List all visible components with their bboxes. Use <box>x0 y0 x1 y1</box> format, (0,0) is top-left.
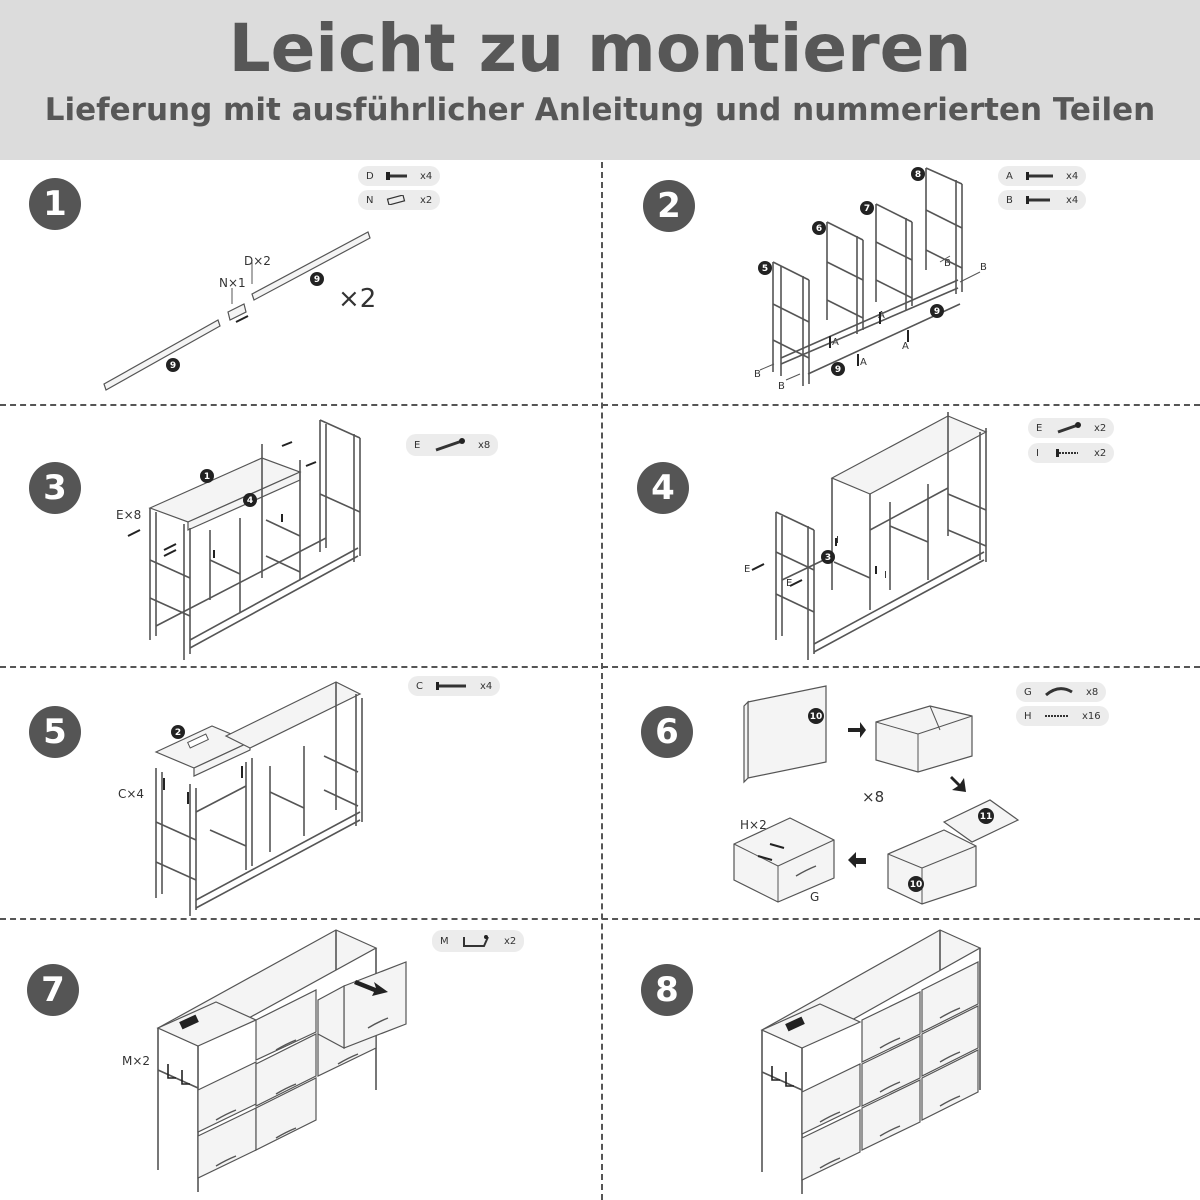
part-letter: B <box>1006 194 1013 206</box>
part-number: 9 <box>169 361 177 371</box>
part-letter: N <box>366 194 374 206</box>
part-qty: x2 <box>1094 447 1107 459</box>
label-step2-a1: A <box>878 310 885 321</box>
label-step6-g: G <box>810 890 820 904</box>
part-number-badge <box>243 493 257 507</box>
part-number-badge <box>978 808 994 824</box>
step-6-badge: 6 <box>641 706 693 758</box>
part-number-badge <box>812 221 826 235</box>
part-qty: x2 <box>504 935 517 947</box>
part-letter: G <box>1024 686 1032 698</box>
part-number-badge <box>860 201 874 215</box>
part-letter: A <box>1006 170 1013 182</box>
label-step4-i1: I <box>836 535 839 546</box>
part-number-badge <box>171 725 185 739</box>
part-qty: x4 <box>420 170 433 182</box>
label-step4-e1: E <box>744 564 751 575</box>
label-step7-m: M×2 <box>122 1054 151 1068</box>
part-letter: H <box>1024 710 1032 722</box>
part-number-badge <box>200 469 214 483</box>
label-step3-e: E×8 <box>116 508 142 522</box>
step2-frame-illustration <box>760 168 980 386</box>
part-number-badge <box>310 272 324 286</box>
step4-frame-illustration <box>752 412 986 660</box>
label-step1-d: D×2 <box>244 254 271 268</box>
part-number: 5 <box>761 264 769 274</box>
page-title: Leicht zu montieren <box>228 10 972 87</box>
part-letter: C <box>416 680 423 692</box>
part-number: 3 <box>824 553 832 563</box>
label-step2-b4: B <box>778 381 785 392</box>
label-step6-h: H×2 <box>740 818 767 832</box>
part-qty: x8 <box>478 439 491 451</box>
step-5-badge: 5 <box>29 706 81 758</box>
part-letter: I <box>1036 447 1039 459</box>
part-number: 8 <box>914 170 922 180</box>
step-7-badge: 7 <box>27 964 79 1016</box>
part-number: 9 <box>313 275 321 285</box>
part-number-badge <box>908 876 924 892</box>
label-step2-a4: A <box>860 357 867 368</box>
part-qty: x4 <box>1066 194 1079 206</box>
part-letter: E <box>1036 422 1043 434</box>
part-number: 6 <box>815 224 823 234</box>
part-qty: x4 <box>480 680 493 692</box>
part-number: 9 <box>933 307 941 317</box>
part-letter: E <box>414 439 421 451</box>
step-2-badge: 2 <box>643 180 695 232</box>
step8-dresser-illustration <box>762 930 980 1194</box>
part-number-badge <box>911 167 925 181</box>
part-qty: x2 <box>1094 422 1107 434</box>
step3-frame-illustration <box>128 420 360 660</box>
part-letter: M <box>440 935 449 947</box>
step6-drawer-illustration <box>734 686 1018 904</box>
part-number: 4 <box>246 496 254 506</box>
label-step2-b1: B <box>944 258 951 269</box>
part-number: 10 <box>809 712 823 722</box>
label-step2-a2: A <box>902 341 909 352</box>
part-number: 10 <box>909 880 923 890</box>
label-step5-c: C×4 <box>118 787 145 801</box>
part-number-badge <box>831 362 845 376</box>
part-letter: D <box>366 170 374 182</box>
part-number: 1 <box>203 472 211 482</box>
step1-rails-illustration <box>104 232 370 390</box>
part-qty: x8 <box>1086 686 1099 698</box>
part-number-badge <box>166 358 180 372</box>
label-step1-n: N×1 <box>219 276 246 290</box>
multiplier-step1: ×2 <box>338 284 377 314</box>
step-1-badge: 1 <box>29 178 81 230</box>
part-number-badge <box>821 550 835 564</box>
label-step2-b2: B <box>980 262 987 273</box>
part-number: 9 <box>834 365 842 375</box>
label-step2-a3: A <box>832 337 839 348</box>
part-qty: x4 <box>1066 170 1079 182</box>
part-number-badge <box>930 304 944 318</box>
part-qty: x2 <box>420 194 433 206</box>
label-step4-i2: I <box>884 570 887 581</box>
step7-dresser-illustration <box>158 930 406 1192</box>
step-8-badge: 8 <box>641 964 693 1016</box>
label-step2-b3: B <box>754 369 761 380</box>
step-4-badge: 4 <box>637 462 689 514</box>
label-step4-e2: E <box>786 578 793 589</box>
part-qty: x16 <box>1082 710 1101 722</box>
part-number-badge <box>758 261 772 275</box>
page-subtitle: Lieferung mit ausführlicher Anleitung und nummerierten Teilen <box>44 92 1156 128</box>
part-number-badge <box>808 708 824 724</box>
part-number: 7 <box>863 204 871 214</box>
part-number: 11 <box>979 812 993 822</box>
step5-frame-illustration <box>156 682 362 916</box>
part-number: 2 <box>174 728 182 738</box>
step-3-badge: 3 <box>29 462 81 514</box>
multiplier-step6: ×8 <box>862 788 885 806</box>
